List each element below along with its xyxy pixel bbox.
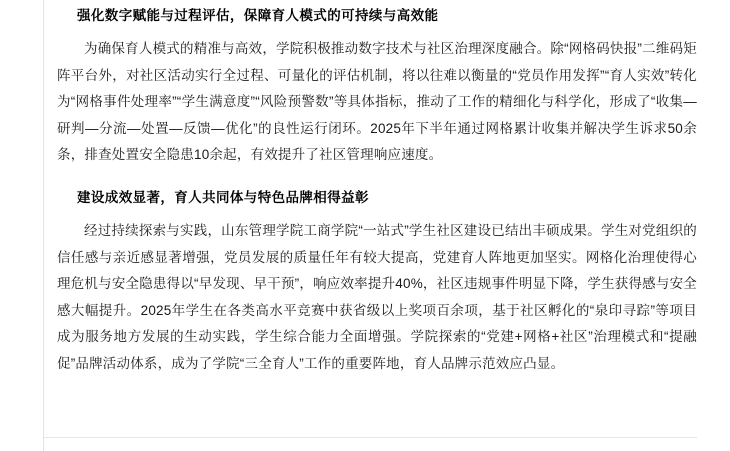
page-footer-rule: [43, 437, 697, 438]
document-content: [57, 0, 697, 377]
section-heading-1: 强化数字赋能与过程评估，保障育人模式的可持续与高效能: [77, 8, 439, 23]
page-left-margin-rule: [43, 0, 44, 451]
section-paragraph-2: 经过持续探索与实践，山东管理学院工商学院“一站式”学生社区建设已结出丰硕成果。学生对党组织的信任感与亲近感显著增强，党员发展的质量任年有较大提高，党建育人阵地更加坚实。网格化治理使得心理危机与安全隐患得以“早发现、早干预”，响应效率提升40%，社区违规事件明显下降，学生获得感与安全感大幅提升。2025年学生在各类高水平竞赛中获省级以上奖项百余项，基于社区孵化的“泉印寻踪”等项目成为服务地方发展的生动实践，学生综合能力全面增强。学院探索的“党建+网格+社区”治理模式和“提融促”品牌活动体系，成为了学院“三全育人”工作的重要阵地，育人品牌示范效应凸显。: [57, 223, 697, 371]
section-paragraph-1: 为确保育人模式的精准与高效，学院积极推动数字技术与社区治理深度融合。除“网格码快报”二维码矩阵平台外，对社区活动实行全过程、可量化的评估机制，将以往难以衡量的“党员作用发挥”“育人实效”转化为“网格事件处理率”“学生满意度”“风险预警数”等具体指标，推动了工作的精细化与科学化，形成了“收集—研判—分流—处置—反馈—优化”的良性运行闭环。2025年下半年通过网格累计收集并解决学生诉求50余条，排查处置安全隐患10余起，有效提升了社区管理响应速度。: [57, 41, 697, 163]
section-heading-2: 建设成效显著，育人共同体与特色品牌相得益彰: [77, 189, 369, 205]
